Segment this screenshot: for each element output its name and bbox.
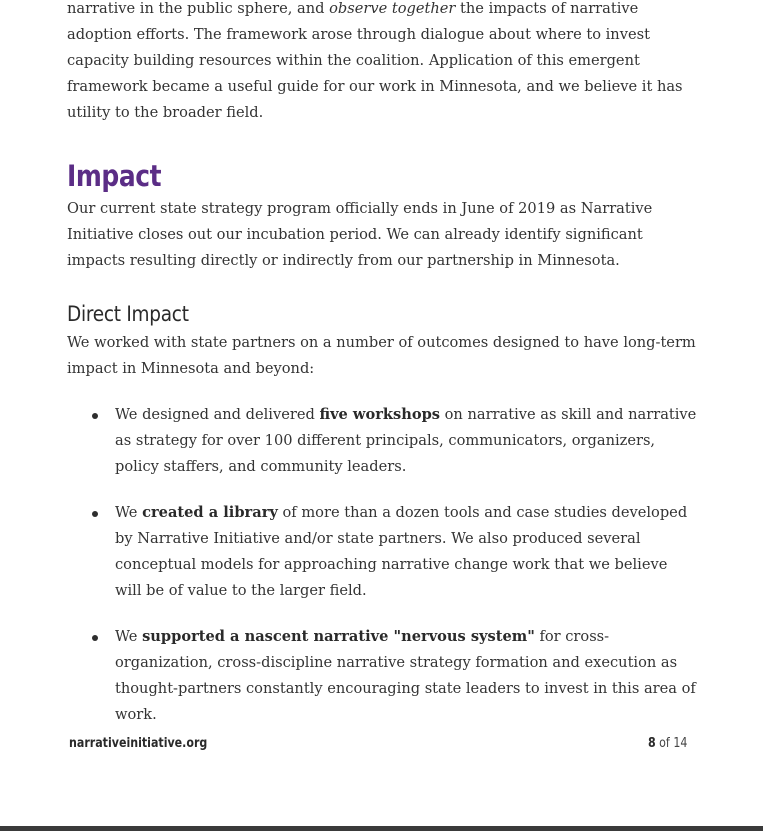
direct-impact-heading: Direct Impact bbox=[67, 302, 189, 326]
page-content bbox=[67, 0, 697, 748]
impact-paragraph: Our current state strategy program officially ends in June of 2019 as Narrative Initiative closes out our incubation period. We can already identify significant impacts resulting directly or indirectly from our partnership in Minnesota. bbox=[67, 200, 653, 269]
bullet-text bbox=[115, 500, 697, 604]
bullet-icon bbox=[92, 635, 98, 641]
bullet-icon bbox=[92, 511, 98, 517]
bullet-text-pre: We bbox=[115, 504, 143, 521]
bullet-text-post: on narrative as skill and narrative as strategy for over 100 different principals, communicators, organizers, policy staffers, and community leaders. bbox=[115, 406, 697, 475]
bullet-text-pre: We bbox=[115, 628, 143, 645]
bullet-text-post: of more than a dozen tools and case studies developed by Narrative Initiative and/or state partners. We also produced several conceptual models for approaching narrative change work that we believe will be of value to the larger field. bbox=[115, 504, 688, 599]
viewer-bottom-bar bbox=[0, 826, 763, 831]
direct-impact-paragraph: We worked with state partners on a number of outcomes designed to have long-term impact in Minnesota and beyond: bbox=[67, 334, 696, 377]
list-item bbox=[67, 624, 697, 728]
intro-italic-text: observe together bbox=[329, 0, 456, 17]
bullet-text-bold: supported a nascent narrative "nervous system" bbox=[142, 628, 535, 645]
list-item bbox=[67, 402, 697, 480]
page-total: of 14 bbox=[655, 736, 687, 751]
footer-site-link[interactable]: narrativeinitiative.org bbox=[69, 736, 208, 751]
impact-bullet-list bbox=[67, 402, 697, 728]
bullet-text-pre: We designed and delivered bbox=[115, 406, 320, 423]
page-current: 8 bbox=[647, 736, 656, 751]
bullet-icon bbox=[92, 413, 98, 419]
bullet-text bbox=[115, 624, 697, 728]
intro-paragraph bbox=[67, 0, 697, 126]
impact-heading: Impact bbox=[67, 159, 162, 193]
page-number bbox=[648, 736, 687, 751]
bullet-text-post: for cross-organization, cross-discipline narrative strategy formation and execution as thought-partners constantly encouraging state leaders to invest in this area of work. bbox=[115, 628, 696, 723]
list-item bbox=[67, 500, 697, 604]
bullet-text-bold: created a library bbox=[142, 504, 278, 521]
bullet-text bbox=[115, 402, 697, 480]
intro-text-b: the impacts of narrative adoption efforts. The framework arose through dialogue about where to invest capacity building resources within the coalition. Application of this emergent framework became a useful guide for our work in Minnesota, and we believe it has utility to the broader field. bbox=[67, 0, 683, 121]
intro-text-a: narrative in the public sphere, and bbox=[67, 0, 330, 17]
bullet-text-bold: five workshops bbox=[319, 406, 440, 423]
